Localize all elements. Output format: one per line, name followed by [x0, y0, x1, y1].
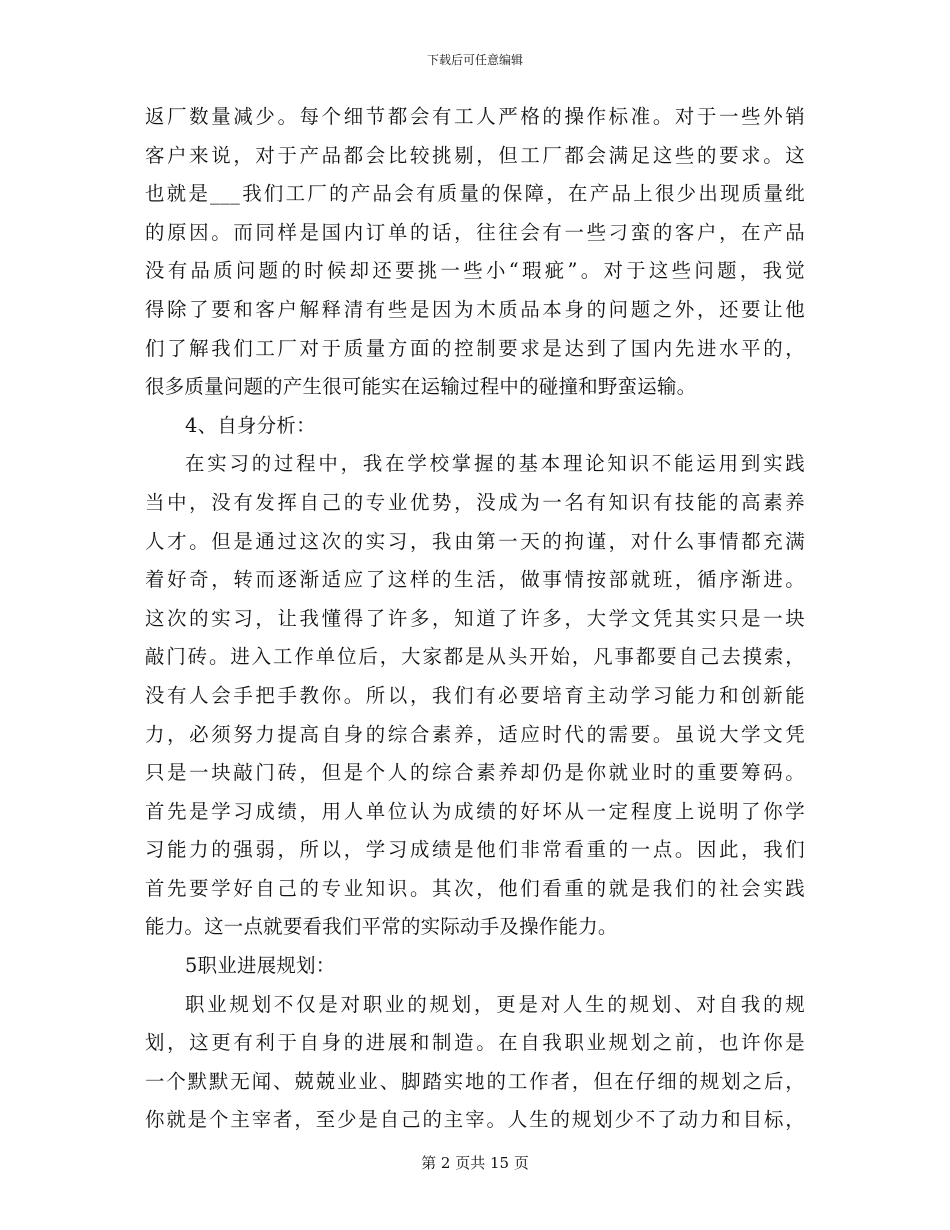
section-heading: 4、自身分析： — [185, 413, 316, 437]
text-line: 得除了要和客户解释清有些是因为木质品本身的问题之外，还要让他 — [145, 297, 805, 321]
page-footer: 第 2 页共 15 页 — [421, 1154, 529, 1172]
text-line: 一个默默无闻、兢兢业业、脚踏实地的工作者，但在仔细的规划之后， — [145, 1069, 805, 1093]
text-line: 没有品质问题的时候却还要挑一些小“瑕疵”。对于这些问题，我觉 — [145, 259, 805, 283]
text-line: 习能力的强弱，所以，学习成绩是他们非常看重的一点。因此，我们 — [145, 838, 805, 862]
text-line: 力，必须努力提高自身的综合素养，适应时代的需要。虽说大学文凭 — [145, 722, 805, 746]
text-line: 你就是个主宰者，至少是自己的主宰。人生的规划少不了动力和目标， — [145, 1108, 805, 1132]
text-line: 敲门砖。进入工作单位后，大家都是从头开始，凡事都要自己去摸索， — [145, 645, 805, 669]
text-line: 划，这更有利于自身的进展和制造。在自我职业规划之前，也许你是 — [145, 1031, 805, 1055]
document-body — [145, 98, 805, 1140]
section-heading: 5职业进展规划： — [185, 954, 336, 978]
text-line: 在实习的过程中，我在学校掌握的基本理论知识不能运用到实践 — [185, 452, 805, 476]
text-line: 们了解我们工厂对于质量方面的控制要求是达到了国内先进水平的， — [145, 336, 805, 360]
text-line: 着好奇，转而逐渐适应了这样的生活，做事情按部就班，循序渐进。 — [145, 568, 805, 592]
text-line: 首先要学好自己的专业知识。其次，他们看重的就是我们的社会实践 — [145, 876, 805, 900]
text-line: 返厂数量减少。每个细节都会有工人严格的操作标准。对于一些外销 — [145, 105, 805, 128]
text-line: 只是一块敲门砖，但是个人的综合素养却仍是你就业时的重要筹码。 — [145, 761, 805, 785]
text-line: 人才。但是通过这次的实习，我由第一天的拘谨，对什么事情都充满 — [145, 529, 805, 553]
text-line: 这次的实习，让我懂得了许多，知道了许多，大学文凭其实只是一块 — [145, 606, 805, 630]
text-line: 首先是学习成绩，用人单位认为成绩的好坏从一定程度上说明了你学 — [145, 799, 805, 823]
text-line: 的原因。而同样是国内订单的话，往往会有一些刁蛮的客户，在产品 — [145, 220, 805, 244]
page-header: 下载后可任意编辑 — [426, 53, 523, 67]
text-line: 很多质量问题的产生很可能实在运输过程中的碰撞和野蛮运输。 — [145, 375, 697, 399]
text-line: 能力。这一点就要看我们平常的实际动手及操作能力。 — [145, 915, 618, 939]
text-line: 客户来说，对于产品都会比较挑剔，但工厂都会满足这些的要求。这 — [145, 143, 805, 167]
text-line: 职业规划不仅是对职业的规划，更是对人生的规划、对自我的规 — [185, 992, 805, 1016]
text-line: 也就是___我们工厂的产品会有质量的保障，在产品上很少出现质量纰 — [145, 182, 805, 206]
text-line: 没有人会手把手教你。所以，我们有必要培育主动学习能力和创新能 — [145, 683, 805, 707]
text-line: 当中，没有发挥自己的专业优势，没成为一名有知识有技能的高素养 — [145, 490, 805, 514]
